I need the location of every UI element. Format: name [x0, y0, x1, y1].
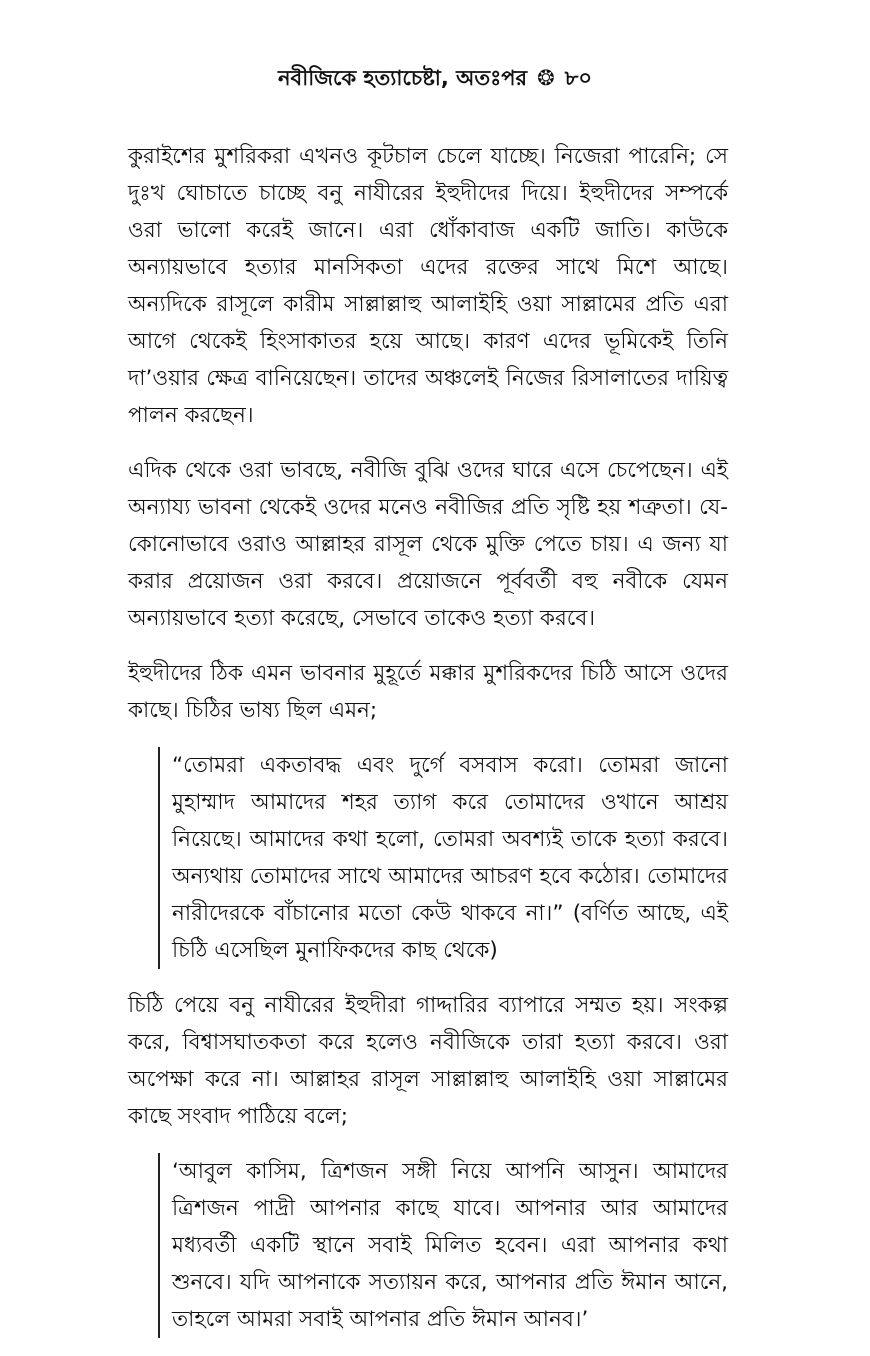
header-title: নবীজিকে হত্যাচেষ্টা, অতঃপর: [277, 66, 528, 90]
page-body: [128, 138, 728, 1356]
quote-text: ‘আবুল কাসিম, ত্রিশজন সঙ্গী নিয়ে আপনি আসুন। আমাদের ত্রিশজন পাদ্রী আপনার কাছে যাবে। আপনার আর আমাদের মধ্যবর্তী একটি স্থানে সবাই মিলিত হবেন। এরা আপনার কথা শুনবে। যদি আপনাকে সত্যায়ন করে, আপনার প্রতি ঈমান আনে, তাহলে আমরা সবাই আপনার প্রতি ঈমান আনব।’: [172, 1159, 728, 1332]
block-quote-letter: [158, 747, 728, 969]
paragraph-1: কুরাইশের মুশরিকরা এখনও কূটচাল চেলে যাচ্ছে। নিজেরা পারেনি; সে দুঃখ ঘোচাতে চাচ্ছে বনু নাযীরের ইহুদীদের দিয়ে। ইহুদীদের সম্পর্কে ওরা ভালো করেই জানে। এরা ধোঁকাবাজ একটি জাতি। কাউকে অন্যায়ভাবে হত্যার মানসিকতা এদের রক্তের সাথে মিশে আছে। অন্যদিকে রাসূলে কারীম সাল্লাল্লাহু আলাইহি ওয়া সাল্লামের প্রতি এরা আগে থেকেই হিংসাকাতর হয়ে আছে। কারণ এদের ভূমিকেই তিনি দা’ওয়ার ক্ষেত্র বানিয়েছেন। তাদের অঞ্চলেই নিজের রিসালাতের দায়িত্ব পালন করছেন।: [128, 144, 728, 428]
block-quote-message: [158, 1153, 728, 1338]
paragraph-4: চিঠি পেয়ে বনু নাযীরের ইহুদীরা গাদ্দারির ব্যাপারে সম্মত হয়। সংকল্প করে, বিশ্বাসঘাতকতা করে হলেও নবীজিকে তারা হত্যা করবে। ওরা অপেক্ষা করে না। আল্লাহর রাসূল সাল্লাল্লাহু আলাইহি ওয়া সাল্লামের কাছে সংবাদ পাঠিয়ে বলে;: [128, 993, 728, 1129]
paragraph-2: এদিক থেকে ওরা ভাবছে, নবীজি বুঝি ওদের ঘারে এসে চেপেছেন। এই অন্যায্য ভাবনা থেকেই ওদের মনেও নবীজির প্রতি সৃষ্টি হয় শত্রুতা। যে-কোনোভাবে ওরাও আল্লাহর রাসূল থেকে মুক্তি পেতে চায়। এ জন্য যা করার প্রয়োজন ওরা করবে। প্রয়োজনে পূর্ববর্তী বহু নবীকে যেমন অন্যায়ভাবে হত্যা করেছে, সেভাবে তাকেও হত্যা করবে।: [128, 458, 728, 631]
header-separator-icon: ❂: [537, 66, 555, 90]
quote-text: “তোমরা একতাবদ্ধ এবং দুর্গে বসবাস করো। তোমরা জানো মুহাম্মাদ আমাদের শহর ত্যাগ করে তোমাদের ওখানে আশ্রয় নিয়েছে। আমাদের কথা হলো, তোমরা অবশ্যই তাকে হত্যা করবে। অন্যথায় তোমাদের সাথে আমাদের আচরণ হবে কঠোর। তোমাদের নারীদেরকে বাঁচানোর মতো কেউ থাকবে না।” (বর্ণিত আছে, এই চিঠি এসেছিল মুনাফিকদের কাছ থেকে): [172, 753, 728, 963]
running-header: [0, 62, 870, 97]
page-number: ৮০: [564, 66, 592, 90]
paragraph-3: ইহুদীদের ঠিক এমন ভাবনার মুহূর্তে মক্কার মুশরিকদের চিঠি আসে ওদের কাছে। চিঠির ভাষ্য ছিল এমন;: [128, 661, 728, 723]
